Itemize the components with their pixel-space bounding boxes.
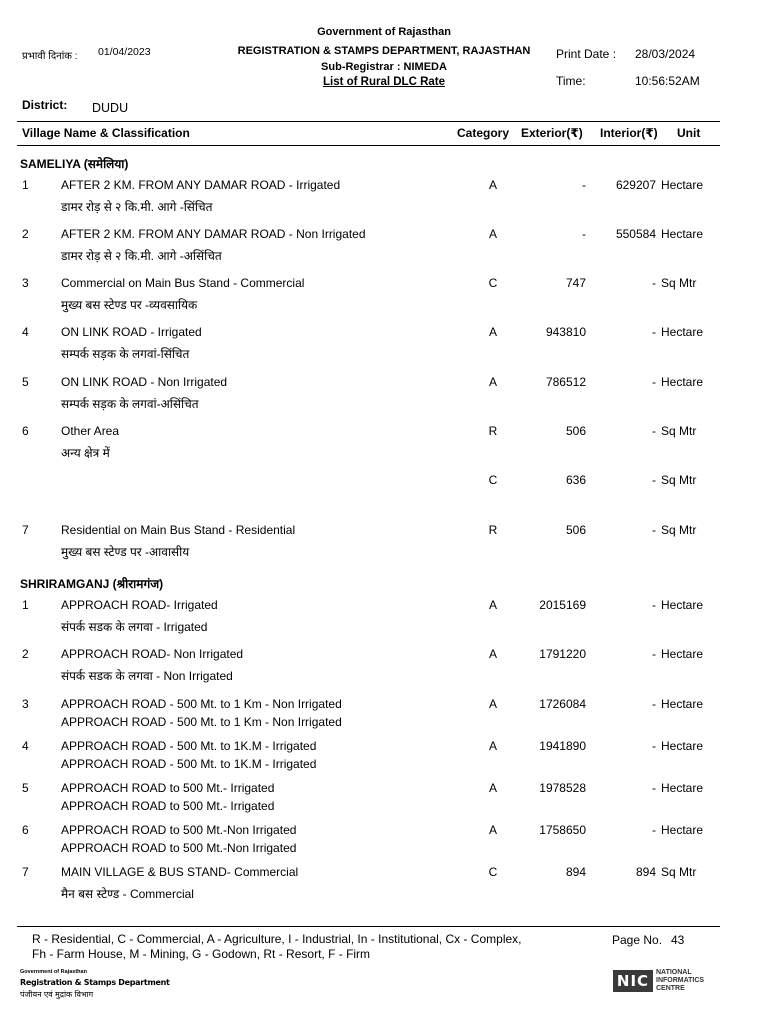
row-number: 7 bbox=[22, 523, 29, 537]
table-row bbox=[0, 823, 768, 863]
legend-line-1: R - Residential, C - Commercial, A - Agriculture, I - Industrial, In - Institutional, Cx - Complex, bbox=[32, 932, 522, 946]
row-exterior: 636 bbox=[565, 473, 586, 487]
dept-logo-line-3: पंजीयन एवं मुद्रांक विभाग bbox=[20, 990, 94, 999]
nic-line-1: NATIONAL bbox=[656, 969, 692, 976]
print-date: 28/03/2024 bbox=[635, 47, 696, 61]
row-classification: APPROACH ROAD - 500 Mt. to 1 Km - Non Irrigated bbox=[61, 697, 342, 711]
row-classification-hindi: संपर्क सडक के लगवा - Non Irrigated bbox=[61, 669, 233, 683]
table-row bbox=[0, 598, 768, 638]
row-interior: - bbox=[652, 473, 656, 487]
row-number: 4 bbox=[22, 325, 29, 339]
row-classification-hindi: डामर रोड़ से २ कि.मी. आगे -सिंचित bbox=[61, 200, 213, 214]
row-interior: - bbox=[652, 375, 656, 389]
row-exterior: 943810 bbox=[545, 325, 586, 339]
row-interior: - bbox=[652, 739, 656, 753]
row-category: A bbox=[488, 697, 497, 711]
row-category: A bbox=[488, 375, 497, 389]
row-number: 4 bbox=[22, 739, 29, 753]
col-exterior: Exterior(₹) bbox=[521, 126, 583, 140]
row-number: 6 bbox=[22, 424, 29, 438]
col-unit: Unit bbox=[677, 126, 701, 140]
row-number: 1 bbox=[22, 598, 29, 612]
row-unit: Hectare bbox=[661, 647, 704, 661]
row-classification: Other Area bbox=[61, 424, 120, 438]
table-row bbox=[0, 739, 768, 779]
row-classification-hindi: डामर रोड़ से २ कि.मी. आगे -असिंचित bbox=[61, 249, 222, 263]
row-unit: Sq Mtr bbox=[661, 523, 697, 537]
row-classification: Residential on Main Bus Stand - Residential bbox=[61, 523, 296, 537]
effective-date: 01/04/2023 bbox=[98, 46, 151, 58]
col-interior: Interior(₹) bbox=[600, 126, 658, 140]
row-interior: - bbox=[652, 523, 656, 537]
time-label: Time: bbox=[556, 74, 586, 88]
district-name: DUDU bbox=[92, 101, 129, 115]
row-interior: 894 bbox=[635, 865, 656, 879]
village-name: SHRIRAMGANJ (श्रीरामगंज) bbox=[20, 577, 164, 591]
row-category: R bbox=[488, 523, 498, 537]
row-number: 5 bbox=[22, 781, 29, 795]
table-row bbox=[0, 523, 768, 563]
footer-rule bbox=[17, 926, 720, 927]
row-classification-hindi: मुख्य बस स्टेण्ड पर -व्यवसायिक bbox=[61, 298, 198, 312]
row-number: 5 bbox=[22, 375, 29, 389]
district-label: District: bbox=[22, 98, 68, 112]
row-category: A bbox=[488, 227, 497, 241]
table-row bbox=[0, 227, 768, 267]
row-classification: APPROACH ROAD- Non Irrigated bbox=[61, 647, 244, 661]
row-exterior: 747 bbox=[565, 276, 586, 290]
row-classification-secondary: APPROACH ROAD to 500 Mt.-Non Irrigated bbox=[61, 841, 297, 855]
row-exterior: 506 bbox=[565, 523, 586, 537]
col-category: Category bbox=[457, 126, 510, 140]
row-interior: - bbox=[652, 325, 656, 339]
row-category: C bbox=[488, 473, 498, 487]
row-exterior: 1978528 bbox=[539, 781, 586, 795]
row-classification-hindi: सम्पर्क सड़क के लगवां-सिंचित bbox=[61, 347, 190, 361]
row-classification: Commercial on Main Bus Stand - Commercial bbox=[61, 276, 305, 290]
table-row bbox=[0, 647, 768, 687]
row-exterior: 2015169 bbox=[539, 598, 586, 612]
row-interior: - bbox=[652, 697, 656, 711]
row-classification-hindi: मुख्य बस स्टेण्ड पर -आवासीय bbox=[61, 545, 190, 559]
row-category: C bbox=[488, 276, 498, 290]
row-exterior: 1758650 bbox=[539, 823, 586, 837]
row-unit: Hectare bbox=[661, 781, 704, 795]
row-interior: - bbox=[652, 647, 656, 661]
row-classification: APPROACH ROAD to 500 Mt.-Non Irrigated bbox=[61, 823, 297, 837]
row-classification: MAIN VILLAGE & BUS STAND- Commercial bbox=[61, 865, 299, 879]
row-interior: 550584 bbox=[615, 227, 656, 241]
effective-date-label: प्रभावी दिनांक : bbox=[22, 51, 78, 62]
row-number: 6 bbox=[22, 823, 29, 837]
row-number: 2 bbox=[22, 227, 29, 241]
row-exterior: - bbox=[582, 178, 586, 192]
row-number: 7 bbox=[22, 865, 29, 879]
row-category: A bbox=[488, 823, 497, 837]
govt-title: Government of Rajasthan bbox=[317, 26, 451, 38]
dept-logo-line-1: Government of Rajasthan bbox=[20, 969, 87, 975]
row-category: A bbox=[488, 598, 497, 612]
row-interior: - bbox=[652, 424, 656, 438]
row-number: 3 bbox=[22, 276, 29, 290]
row-unit: Hectare bbox=[661, 325, 704, 339]
table-row bbox=[0, 781, 768, 821]
nic-line-3: CENTRE bbox=[656, 985, 685, 992]
row-unit: Sq Mtr bbox=[661, 276, 697, 290]
row-category: C bbox=[488, 865, 498, 879]
row-classification: AFTER 2 KM. FROM ANY DAMAR ROAD - Irrigated bbox=[61, 178, 341, 192]
row-unit: Hectare bbox=[661, 178, 704, 192]
row-number: 2 bbox=[22, 647, 29, 661]
row-exterior: 1726084 bbox=[539, 697, 586, 711]
nic-mark: NIC bbox=[613, 970, 653, 992]
row-unit: Hectare bbox=[661, 739, 704, 753]
print-date-label: Print Date : bbox=[556, 47, 617, 61]
row-number: 1 bbox=[22, 178, 29, 192]
row-exterior: 506 bbox=[565, 424, 586, 438]
row-unit: Sq Mtr bbox=[661, 865, 697, 879]
row-classification-secondary: APPROACH ROAD - 500 Mt. to 1 Km - Non Irrigated bbox=[61, 715, 342, 729]
row-unit: Hectare bbox=[661, 598, 704, 612]
row-classification: AFTER 2 KM. FROM ANY DAMAR ROAD - Non Irrigated bbox=[61, 227, 366, 241]
table-row bbox=[0, 276, 768, 316]
village-name: SAMELIYA (समेलिया) bbox=[20, 157, 129, 171]
row-classification: ON LINK ROAD - Non Irrigated bbox=[61, 375, 228, 389]
row-classification: APPROACH ROAD - 500 Mt. to 1K.M - Irrigated bbox=[61, 739, 317, 753]
row-interior: - bbox=[652, 598, 656, 612]
row-number: 3 bbox=[22, 697, 29, 711]
table-row bbox=[0, 697, 768, 737]
table-row bbox=[0, 178, 768, 218]
row-category: A bbox=[488, 781, 497, 795]
row-category: A bbox=[488, 178, 497, 192]
page-number-label: Page No. bbox=[612, 933, 663, 947]
row-interior: 629207 bbox=[615, 178, 656, 192]
table-top-rule bbox=[17, 121, 720, 122]
row-category: R bbox=[488, 424, 498, 438]
row-classification: APPROACH ROAD- Irrigated bbox=[61, 598, 218, 612]
table-row bbox=[0, 473, 768, 513]
row-unit: Hectare bbox=[661, 375, 704, 389]
row-interior: - bbox=[652, 276, 656, 290]
table-row bbox=[0, 375, 768, 415]
row-interior: - bbox=[652, 823, 656, 837]
table-row bbox=[0, 325, 768, 365]
row-exterior: 1941890 bbox=[539, 739, 586, 753]
department-title: REGISTRATION & STAMPS DEPARTMENT, RAJASTHAN bbox=[237, 45, 531, 57]
row-classification: ON LINK ROAD - Irrigated bbox=[61, 325, 202, 339]
page-number: 43 bbox=[671, 933, 685, 947]
row-classification-secondary: APPROACH ROAD - 500 Mt. to 1K.M - Irrigated bbox=[61, 757, 317, 771]
dept-logo-line-2: Registration & Stamps Department bbox=[20, 978, 170, 987]
row-unit: Hectare bbox=[661, 697, 704, 711]
row-interior: - bbox=[652, 781, 656, 795]
row-unit: Hectare bbox=[661, 823, 704, 837]
col-village: Village Name & Classification bbox=[22, 126, 190, 140]
row-exterior: 1791220 bbox=[539, 647, 586, 661]
row-classification-hindi: संपर्क सडक के लगवा - Irrigated bbox=[61, 620, 208, 634]
table-row bbox=[0, 865, 768, 905]
row-unit: Sq Mtr bbox=[661, 424, 697, 438]
sub-registrar: Sub-Registrar : NIMEDA bbox=[321, 61, 447, 73]
row-exterior: 894 bbox=[565, 865, 586, 879]
table-header-rule bbox=[17, 145, 720, 146]
row-category: A bbox=[488, 647, 497, 661]
legend-line-2: Fh - Farm House, M - Mining, G - Godown, Rt - Resort, F - Firm bbox=[32, 947, 371, 961]
row-category: A bbox=[488, 739, 497, 753]
print-time: 10:56:52AM bbox=[635, 74, 700, 88]
row-classification-hindi: सम्पर्क सड़क के लगवां-असिंचित bbox=[61, 397, 199, 411]
row-classification-hindi: मैन बस स्टेण्ड - Commercial bbox=[61, 887, 194, 901]
nic-line-2: INFORMATICS bbox=[656, 977, 705, 984]
list-title: List of Rural DLC Rate bbox=[322, 76, 446, 88]
row-classification-hindi: अन्य क्षेत्र में bbox=[61, 446, 110, 460]
table-row bbox=[0, 424, 768, 464]
row-unit: Sq Mtr bbox=[661, 473, 697, 487]
row-category: A bbox=[488, 325, 497, 339]
row-classification: APPROACH ROAD to 500 Mt.- Irrigated bbox=[61, 781, 275, 795]
row-exterior: 786512 bbox=[545, 375, 586, 389]
row-unit: Hectare bbox=[661, 227, 704, 241]
row-exterior: - bbox=[582, 227, 586, 241]
row-classification-secondary: APPROACH ROAD to 500 Mt.- Irrigated bbox=[61, 799, 275, 813]
